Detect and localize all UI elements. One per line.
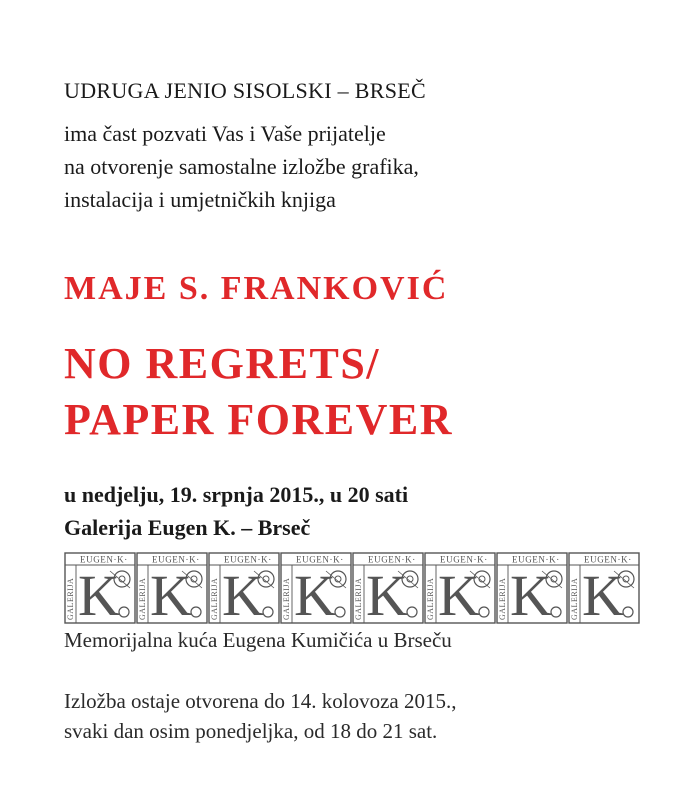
svg-text:EUGEN·K·: EUGEN·K· [80,554,128,565]
notice-line: Izložba ostaje otvorena do 14. kolovoza 2015., [64,689,457,713]
opening-hours-notice [64,686,456,746]
svg-text:EUGEN·K·: EUGEN·K· [584,554,632,565]
svg-text:K: K [222,563,264,624]
event-datetime: u nedjelju, 19. srpnja 2015., u 20 sati [64,482,409,507]
svg-text:EUGEN·K·: EUGEN·K· [296,554,344,565]
svg-text:GALERIJA: GALERIJA [66,577,75,620]
svg-text:K: K [366,563,408,624]
invitation-line: na otvorenje samostalne izložbe grafika, [64,154,419,179]
svg-text:EUGEN·K·: EUGEN·K· [440,554,488,565]
organizer-heading: UDRUGA JENIO SISOLSKI – BRSEČ [64,78,426,103]
galerija-eugen-k-logo-icon [136,552,208,624]
svg-text:EUGEN·K·: EUGEN·K· [512,554,560,565]
svg-text:K: K [150,563,192,624]
galerija-eugen-k-logo-icon [496,552,568,624]
exhibition-title [64,336,453,448]
exhibition-title-line: NO REGRETS/ [64,339,381,388]
svg-text:GALERIJA: GALERIJA [210,577,219,620]
invitation-line: ima čast pozvati Vas i Vaše prijatelje [64,121,386,146]
svg-text:GALERIJA: GALERIJA [282,577,291,620]
galerija-eugen-k-logo-icon [208,552,280,624]
svg-text:EUGEN·K·: EUGEN·K· [152,554,200,565]
event-details [64,478,408,544]
svg-text:GALERIJA: GALERIJA [570,577,579,620]
artist-name: MAJE S. FRANKOVIĆ [64,270,449,307]
svg-text:K: K [510,563,552,624]
svg-text:GALERIJA: GALERIJA [354,577,363,620]
galerija-eugen-k-logo-icon [64,552,136,624]
svg-text:EUGEN·K·: EUGEN·K· [224,554,272,565]
galerija-eugen-k-logo-icon [568,552,640,624]
galerija-eugen-k-logo-icon [352,552,424,624]
svg-text:GALERIJA: GALERIJA [138,577,147,620]
svg-text:K: K [78,563,120,624]
svg-text:K: K [294,563,336,624]
galerija-eugen-k-logo-icon [424,552,496,624]
galerija-eugen-k-logo-icon [280,552,352,624]
svg-text:K: K [438,563,480,624]
event-gallery: Galerija Eugen K. – Brseč [64,515,311,540]
notice-line: svaki dan osim ponedjeljka, od 18 do 21 sat. [64,719,438,743]
invitation-line: instalacija i umjetničkih knjiga [64,187,336,212]
svg-text:GALERIJA: GALERIJA [498,577,507,620]
gallery-logo-strip [64,552,640,624]
svg-text:EUGEN·K·: EUGEN·K· [368,554,416,565]
venue-name: Memorijalna kuća Eugena Kumičića u Brseču [64,628,452,652]
svg-text:K: K [582,563,624,624]
svg-text:GALERIJA: GALERIJA [426,577,435,620]
exhibition-title-line: PAPER FOREVER [64,395,454,444]
invitation-text [64,117,419,216]
